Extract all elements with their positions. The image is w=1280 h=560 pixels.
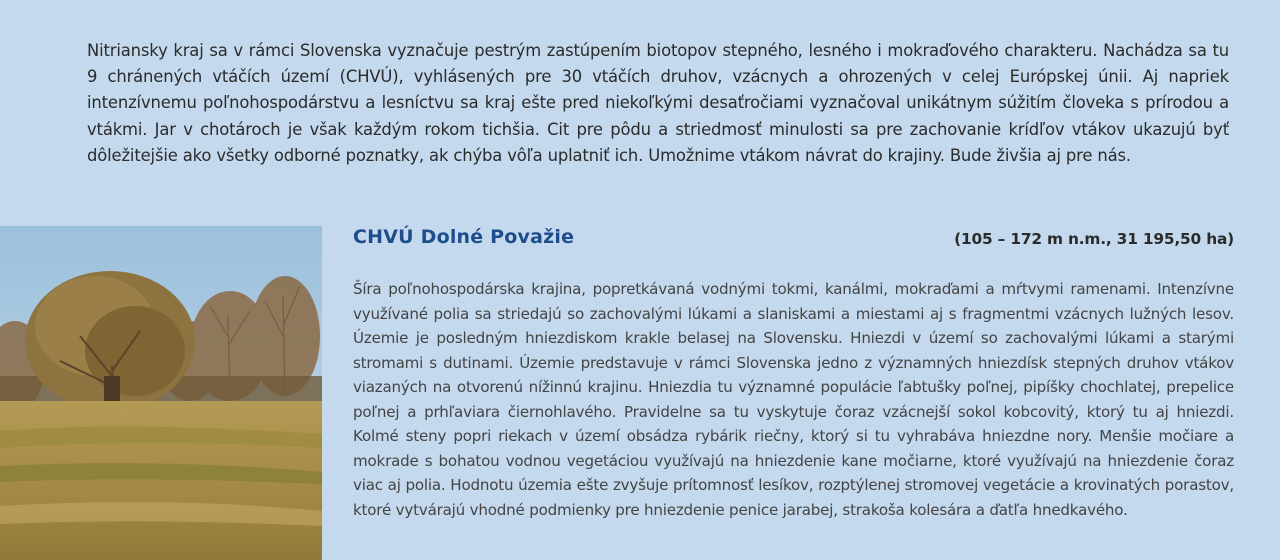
altitude-area-info: (105 – 172 m n.m., 31 195,50 ha) xyxy=(954,230,1234,248)
section-title: CHVÚ Dolné Považie xyxy=(353,226,575,248)
section-body-paragraph: Šíra poľnohospodárska krajina, popretkávaná vodnými tokmi, kanálmi, mokraďami a mŕtvymi ramenami. Intenzívne využívané polia sa striedajú so zachovalými lúkami a slaniskami a miestami aj s fragmentmi vzácnych lužných lesov. Územie je posledným hniezdiskom krakle belasej na Slovensku. Hniezdi v území so zachovalými lúkami a starými stromami s dutinami. Územie predstavuje v rámci Slovenska jedno z významných hniezdísk stepných druhov vtákov viazaných na otvorenú nížinnú krajinu. Hniezdia tu významné populácie ľabtušky poľnej, pipíšky chochlatej, prepelice poľnej a prhľaviara čiernohlavého. Pravidelne sa tu vyskytuje čoraz vzácnejší sokol kobcovitý, ktorý tu aj hniezdi. Kolmé steny popri riekach v území obsádza rybárik riečny, ktorý si tu vyhrabáva hniezdne nory. Menšie močiare a mokrade s bohatou vodnou vegetáciou využívajú na hniezdenie kane močiarne, ktoré využívajú na hniezdenie čoraz viac aj polia. Hodnotu územia ešte zvyšuje prítomnosť lesíkov, rozptýlenej stromovej vegetácie a krovinatých porastov, ktoré vytvárajú vhodné podmienky pre hniezdenie penice jarabej, strakoša kolesára a ďatľa hnedkavého. xyxy=(353,280,1234,519)
intro-paragraph: Nitriansky kraj sa v rámci Slovenska vyznačuje pestrým zastúpením biotopov stepného, lesného i mokraďového charakteru. Nachádza sa tu 9 chránených vtáčích území (CHVÚ), vyhlásených pre 30 vtáčích druhov, vzácnych a ohrozených v celej Európskej únii. Aj napriek intenzívnemu poľnohospodárstvu a lesníctvu sa kraj ešte pred niekoľkými desaťročiami vyznačoval unikátnym súžitím človeka s prírodou a vtákmi. Jar v chotároch je však každým rokom tichšia. Cit pre pôdu a striedmosť minulosti sa pre zachovanie krídľov vtákov ukazujú byť dôležitejšie ako všetky odborné poznatky, ak chýba vôľa uplatniť ich. Umožnime vtákom návrat do krajiny. Bude živšia aj pre nás. xyxy=(87,41,1229,165)
landscape-photo xyxy=(0,226,322,560)
